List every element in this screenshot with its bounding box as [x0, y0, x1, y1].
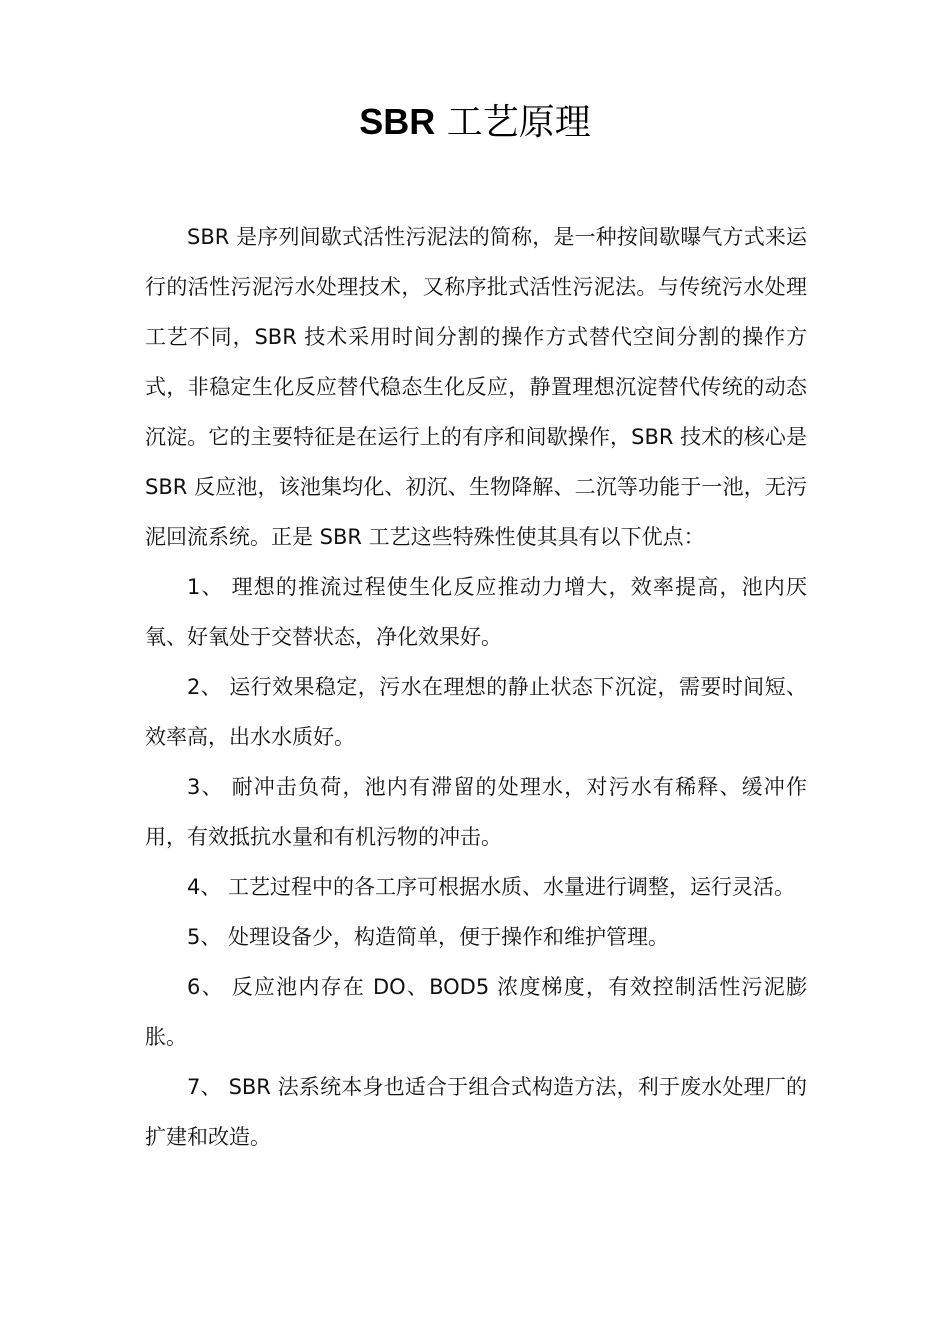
intro-paragraph: SBR 是序列间歇式活性污泥法的简称，是一种按间歇曝气方式来运行的活性污泥污水处理技术，又称序批式活性污泥法。与传统污水处理工艺不同，SBR 技术采用时间分割的操作方式替代空间分割的操作方式，非稳定生化反应替代稳态生化反应，静置理想沉淀替代传统的动态沉淀。它的主要特征是在运行上的有序和间歇操作，SBR 技术的核心是 SBR 反应池，该池集均化、初沉、生物降解、二沉等功能于一池，无污泥回流系统。正是 SBR 工艺这些特殊性使其具有以下优点： [145, 225, 807, 549]
title-latin: SBR [359, 101, 436, 142]
advantage-item-2: 2、 运行效果稳定，污水在理想的静止状态下沉淀，需要时间短、效率高，出水水质好。 [145, 675, 807, 749]
advantage-item-5: 5、 处理设备少，构造简单，便于操作和维护管理。 [187, 925, 670, 949]
advantage-item-3: 3、 耐冲击负荷，池内有滞留的处理水，对污水有稀释、缓冲作用，有效抵抗水量和有机污物的冲击。 [145, 775, 807, 849]
advantage-item-4: 4、 工艺过程中的各工序可根据水质、水量进行调整，运行灵活。 [187, 875, 796, 899]
advantage-item-7: 7、 SBR 法系统本身也适合于组合式构造方法，利于废水处理厂的扩建和改造。 [145, 1075, 807, 1149]
document-title [0, 96, 950, 149]
advantage-item-1: 1、 理想的推流过程使生化反应推动力增大，效率提高，池内厌氧、好氧处于交替状态，净化效果好。 [145, 575, 807, 649]
advantage-item-6: 6、 反应池内存在 DO、BOD5 浓度梯度，有效控制活性污泥膨胀。 [145, 975, 807, 1049]
title-cjk: 工艺原理 [435, 102, 591, 143]
document-body [145, 212, 807, 1162]
